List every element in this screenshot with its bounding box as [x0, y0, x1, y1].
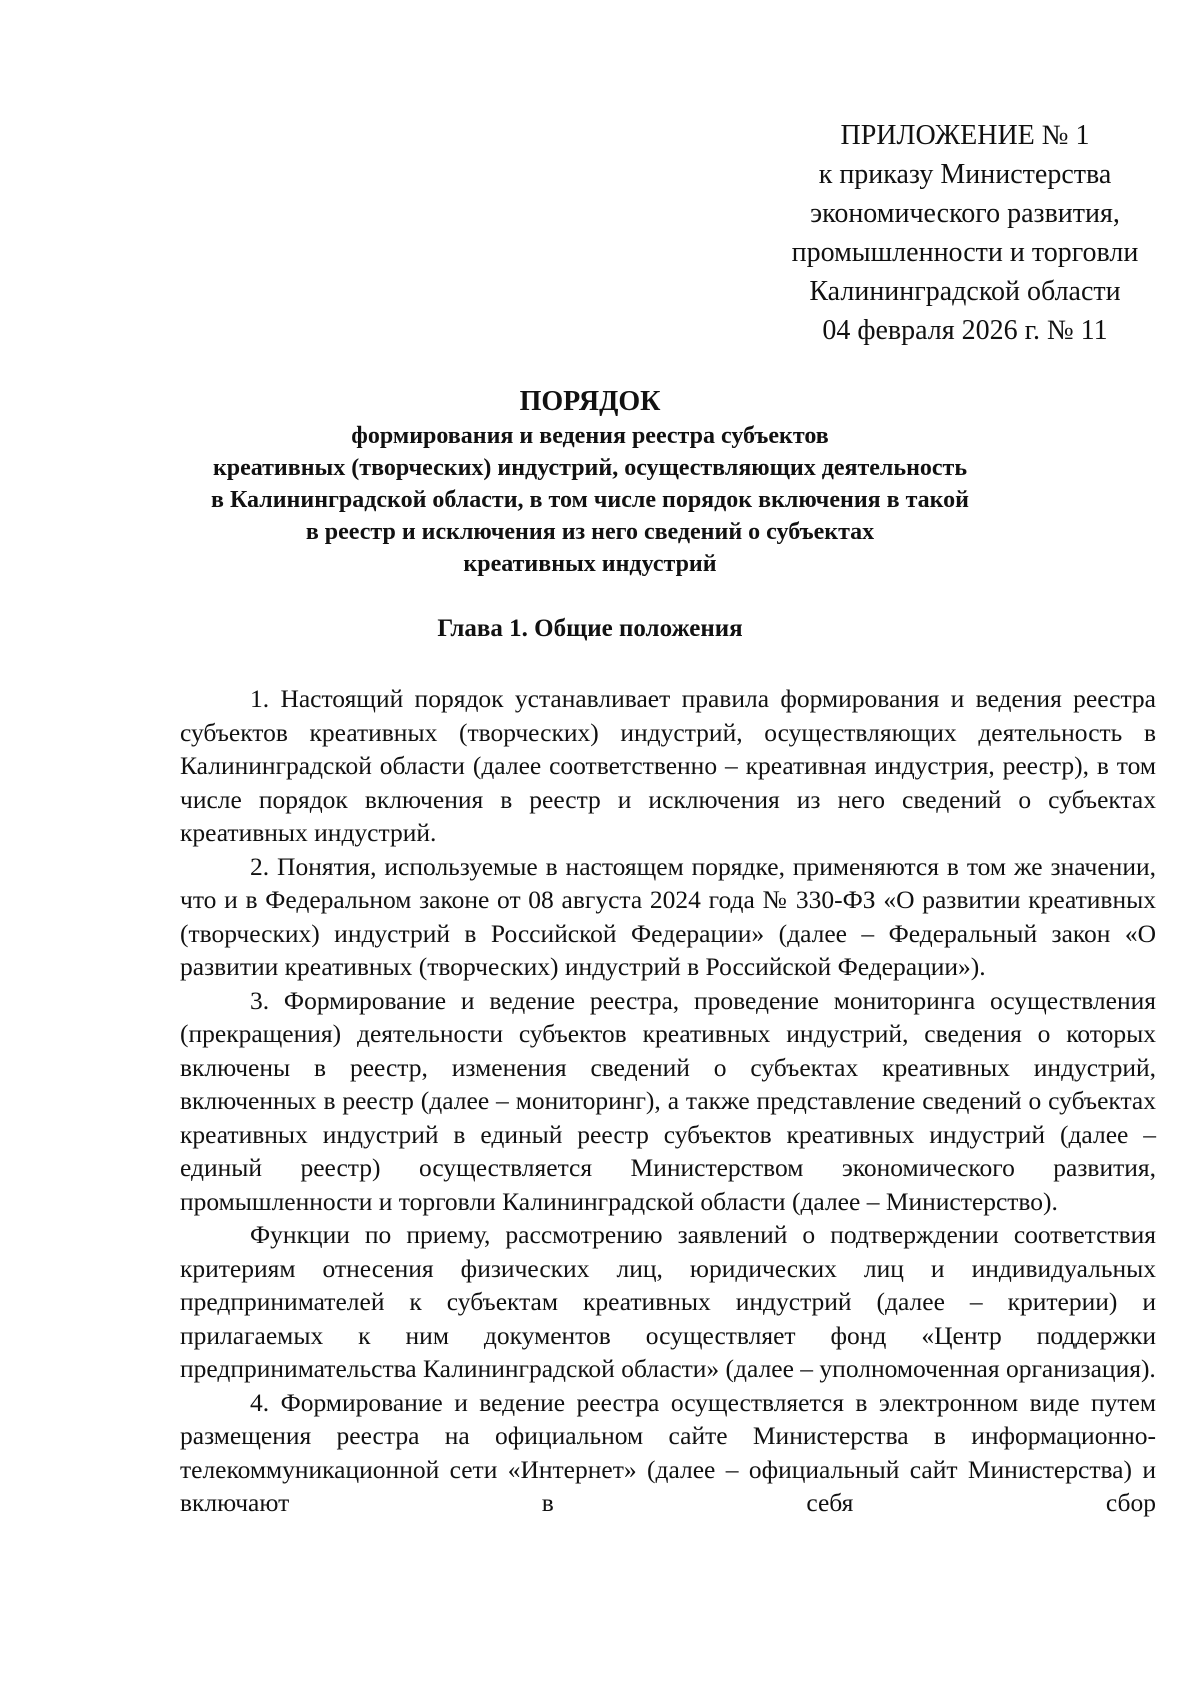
subtitle-line: формирования и ведения реестра субъектов — [351, 423, 829, 449]
subtitle-line: креативных индустрий — [463, 551, 717, 577]
paragraph-3: 3. Формирование и ведение реестра, проведение мониторинга осуществления (прекращения) деятельности субъектов креативных индустрий, сведения о которых включены в реестр, изменения сведений о субъектах креативных индустрий, включенных в реестр (далее – мониторинг), а также представление сведений о субъектах креативных индустрий в единый реестр субъектов креативных индустрий (далее – единый реестр) осуществляется Министерством экономического развития, промышленности и торговли Калининградской области (далее – Министерство). — [180, 985, 1156, 1216]
document-title-block — [150, 384, 1030, 580]
appendix-line: Калининградской области — [809, 276, 1121, 307]
paragraph-2: 2. Понятия, используемые в настоящем порядке, применяются в том же значении, что и в Федеральном законе от 08 августа 2024 года № 330-ФЗ «О развитии креативных (творческих) индустрий в Российской Федерации» (далее – Федеральный закон «О развитии креативных (творческих) индустрий в Российской Федерации»). — [180, 851, 1156, 981]
chapter-heading: Глава 1. Общие положения — [437, 615, 743, 642]
appendix-line: 04 февраля 2026 г. № 11 — [822, 315, 1108, 346]
subtitle-line: в Калининградской области, в том числе порядок включения в такой — [210, 487, 970, 513]
appendix-line: промышленности и торговли — [791, 237, 1139, 268]
subtitle-line: в реестр и исключения из него сведений о субъектах — [305, 519, 875, 545]
body-text — [180, 682, 1156, 1520]
appendix-header — [770, 116, 1160, 350]
paragraph-4: 4. Формирование и ведение реестра осуществляется в электронном виде путем размещения реестра на официальном сайте Министерства в информационно-телекоммуникационной сети «Интернет» (далее – официальный сайт Министерства) и включают в себя сбор — [180, 1387, 1156, 1517]
appendix-line: экономического развития, — [810, 198, 1120, 229]
paragraph-3-functions: Функции по приему, рассмотрению заявлений о подтверждении соответствия критериям отнесения физических лиц, юридических лиц и индивидуальных предпринимателей к субъектам креативных индустрий (далее – критерии) и прилагаемых к ним документов осуществляет фонд «Центр поддержки предпринимательства Калининградской области» (далее – уполномоченная организация). — [180, 1220, 1156, 1383]
subtitle-line: креативных (творческих) индустрий, осуществляющих деятельность — [212, 455, 968, 481]
document-title: ПОРЯДОК — [519, 386, 661, 417]
paragraph-1: 1. Настоящий порядок устанавливает правила формирования и ведения реестра субъектов креативных (творческих) индустрий, осуществляющих деятельность в Калининградской области (далее соответственно – креативная индустрия, реестр), в том числе порядок включения в реестр и исключения из него сведений о субъектах креативных индустрий. — [180, 684, 1156, 847]
document-subtitle — [150, 420, 1030, 580]
appendix-line: к приказу Министерства — [818, 159, 1112, 190]
appendix-line: ПРИЛОЖЕНИЕ № 1 — [840, 120, 1090, 151]
